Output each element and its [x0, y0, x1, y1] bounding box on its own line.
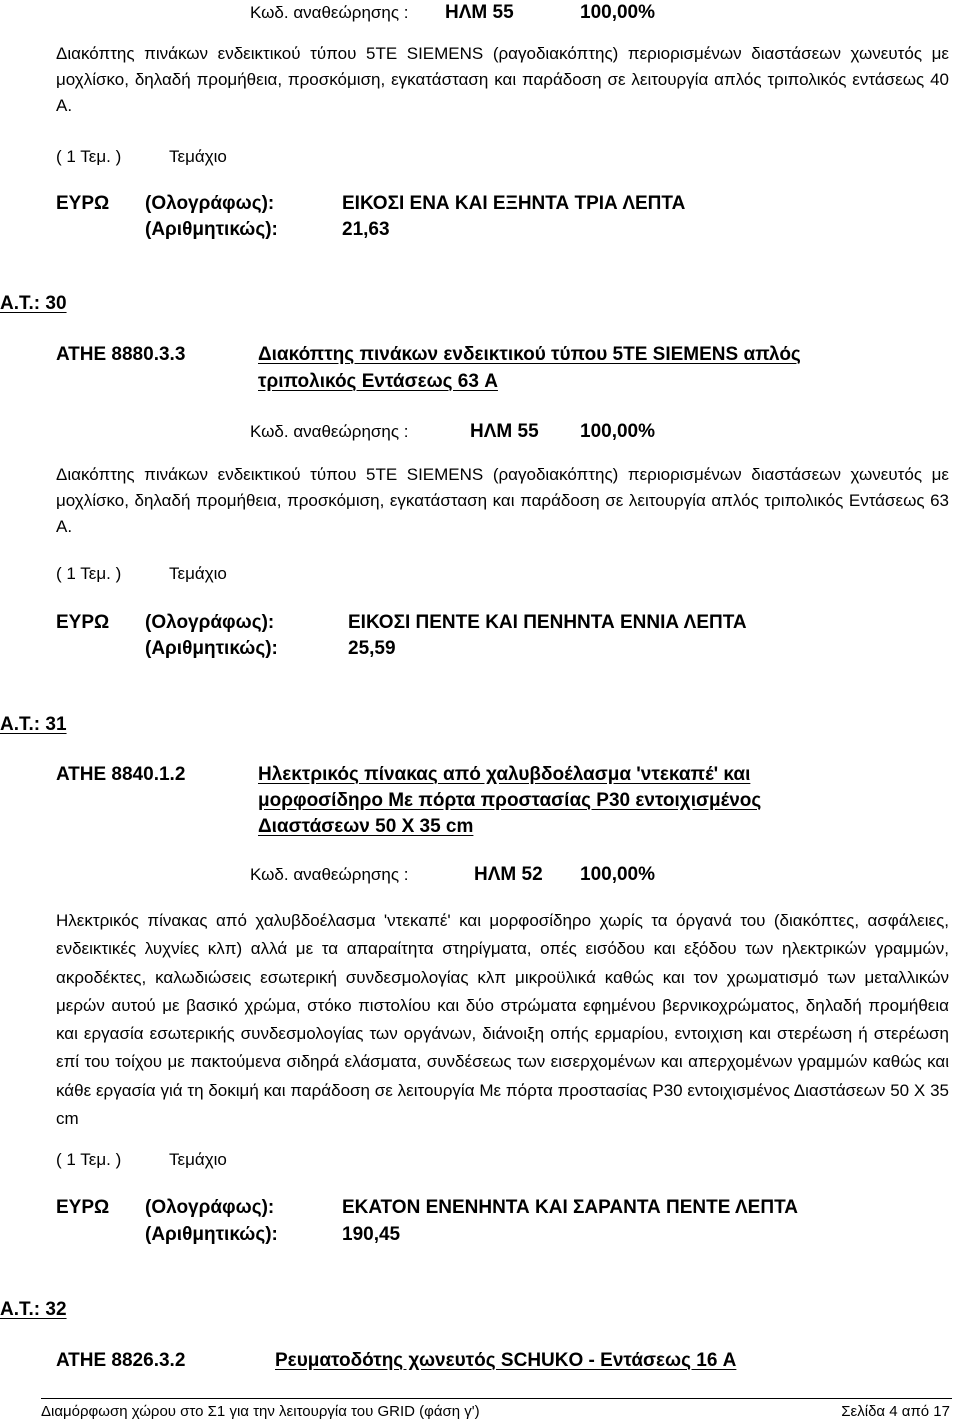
article-code: ΑΤΗΕ 8826.3.2	[56, 1350, 186, 1371]
item-description: Ηλεκτρικός πίνακας από χαλυβδοέλασμα 'ντεκαπέ' και μορφοσίδηρο χωρίς τα όργανά του (διακόπτες, ασφάλειες, ενδεικτικές λυχνίες κλπ) αλλά με τα απαραίτητα στηρίγματα, οπές εισόδου και εξόδου των ηλεκτρικών γραμμών, ακροδέκτες, καλωδιώσεις εσωτερική συνδεσμολογίας κλπ μικροϋλικά καθώς και τον χρωματισμό των μεταλλικών μερών αυτού με βασικό χρώμα, στόκο πιστολίου και δύο στρώματα εφημένου βερνικοχρώματος, δηλαδή προμήθεια και εργασία εσωτερικής συνδεσμολογίας των οργάνων, διάνοιξη οπής ερμαρίου, εντοιχιση και στερέωση ή στερέωση επί του τοίχου με πακτούμενα σιδηρά ελάσματα, συνδέσεως των εισερχομένων και απερχομένων γραμμών καθώς και κάθε εργασία γιά τη δοκιμή και παράδοση σε λειτουργία Με πόρτα προστασίας P30 εντοιχισμένος Διαστάσεων 50 Χ 35 cm	[56, 911, 949, 1129]
price-number-value: 190,45	[342, 1224, 401, 1245]
price-words-value: ΕΙΚΟΣΙ ΠΕΝΤΕ ΚΑΙ ΠΕΝΗΝΤΑ ΕΝΝΙΑ ΛΕΠΤΑ	[348, 612, 747, 633]
article-title-line2: τριπολικός Εντάσεως 63 A	[258, 371, 498, 392]
footer-page-number: Σελίδα 4 από 17	[841, 1403, 950, 1420]
revision-code-percent: 100,00%	[580, 864, 656, 885]
price-words-value: ΕΙΚΟΣΙ ΕΝΑ ΚΑΙ ΕΞΗΝΤΑ ΤΡΙΑ ΛΕΠΤΑ	[342, 193, 686, 214]
revision-code-label: Κωδ. αναθεώρησης :	[250, 865, 409, 884]
price-words-label: (Ολογράφως):	[145, 1197, 275, 1218]
footer-left-text: Διαμόρφωση χώρου στο Σ1 για την λειτουργία του GRID (φάση γ')	[41, 1403, 480, 1420]
item-description: Διακόπτης πινάκων ενδεικτικού τύπου 5TE SIEMENS (ραγοδιακόπτης) περιορισμένων διαστάσεων χωνευτός με μοχλίσκο, δηλαδή προμήθεια, προσκόμιση, εγκατάσταση και παράδοση σε λειτουργία απλός τριπολικός εντάσεως 40 A.	[56, 44, 949, 115]
revision-code-percent: 100,00%	[580, 421, 656, 442]
revision-code-value: ΗΛΜ 52	[474, 864, 543, 885]
unit-quantity: ( 1 Τεμ. )	[56, 147, 122, 166]
article-number: Α.Τ.: 32	[0, 1299, 67, 1320]
price-number-label: (Αριθμητικώς):	[145, 638, 278, 659]
revision-code-percent: 100,00%	[580, 2, 656, 23]
currency-label: ΕΥΡΩ	[56, 1197, 110, 1218]
article-title-line1: Ηλεκτρικός πίνακας από χαλυβδοέλασμα 'ντεκαπέ' και	[258, 764, 751, 785]
article-title-line3: Διαστάσεων 50 Χ 35 cm	[258, 816, 474, 837]
unit-quantity: ( 1 Τεμ. )	[56, 1150, 122, 1169]
item-description: Διακόπτης πινάκων ενδεικτικού τύπου 5TE SIEMENS (ραγοδιακόπτης) περιορισμένων διαστάσεων χωνευτός με μοχλίσκο, δηλαδή προμήθεια, προσκόμιση, εγκατάσταση και παράδοση σε λειτουργία απλός τριπολικός Εντάσεως 63 A.	[56, 465, 949, 536]
price-number-label: (Αριθμητικώς):	[145, 219, 278, 240]
revision-code-label: Κωδ. αναθεώρησης :	[250, 3, 409, 22]
article-code: ΑΤΗΕ 8840.1.2	[56, 764, 186, 785]
article-code: ΑΤΗΕ 8880.3.3	[56, 344, 186, 365]
article-number: Α.Τ.: 31	[0, 714, 67, 735]
revision-code-value: ΗΛΜ 55	[470, 421, 539, 442]
price-number-value: 21,63	[342, 219, 390, 240]
unit-name: Τεμάχιο	[169, 1150, 227, 1169]
price-number-value: 25,59	[348, 638, 396, 659]
price-words-label: (Ολογράφως):	[145, 193, 275, 214]
revision-code-label: Κωδ. αναθεώρησης :	[250, 422, 409, 441]
unit-quantity: ( 1 Τεμ. )	[56, 564, 122, 583]
revision-code-value: ΗΛΜ 55	[445, 2, 514, 23]
currency-label: ΕΥΡΩ	[56, 612, 110, 633]
unit-name: Τεμάχιο	[169, 564, 227, 583]
article-number: Α.Τ.: 30	[0, 293, 67, 314]
currency-label: ΕΥΡΩ	[56, 193, 110, 214]
article-title-line2: μορφοσίδηρο Με πόρτα προστασίας P30 εντοιχισμένος	[258, 790, 762, 811]
article-title: Ρευματοδότης χωνευτός SCHUKO - Εντάσεως 16 A	[275, 1350, 737, 1371]
price-words-label: (Ολογράφως):	[145, 612, 275, 633]
price-number-label: (Αριθμητικώς):	[145, 1224, 278, 1245]
article-title-line1: Διακόπτης πινάκων ενδεικτικού τύπου 5TE SIEMENS απλός	[258, 344, 801, 365]
unit-name: Τεμάχιο	[169, 147, 227, 166]
price-words-value: ΕΚΑΤΟΝ ΕΝΕΝΗΝΤΑ ΚΑΙ ΣΑΡΑΝΤΑ ΠΕΝΤΕ ΛΕΠΤΑ	[342, 1197, 798, 1218]
footer-rule	[41, 1398, 952, 1399]
